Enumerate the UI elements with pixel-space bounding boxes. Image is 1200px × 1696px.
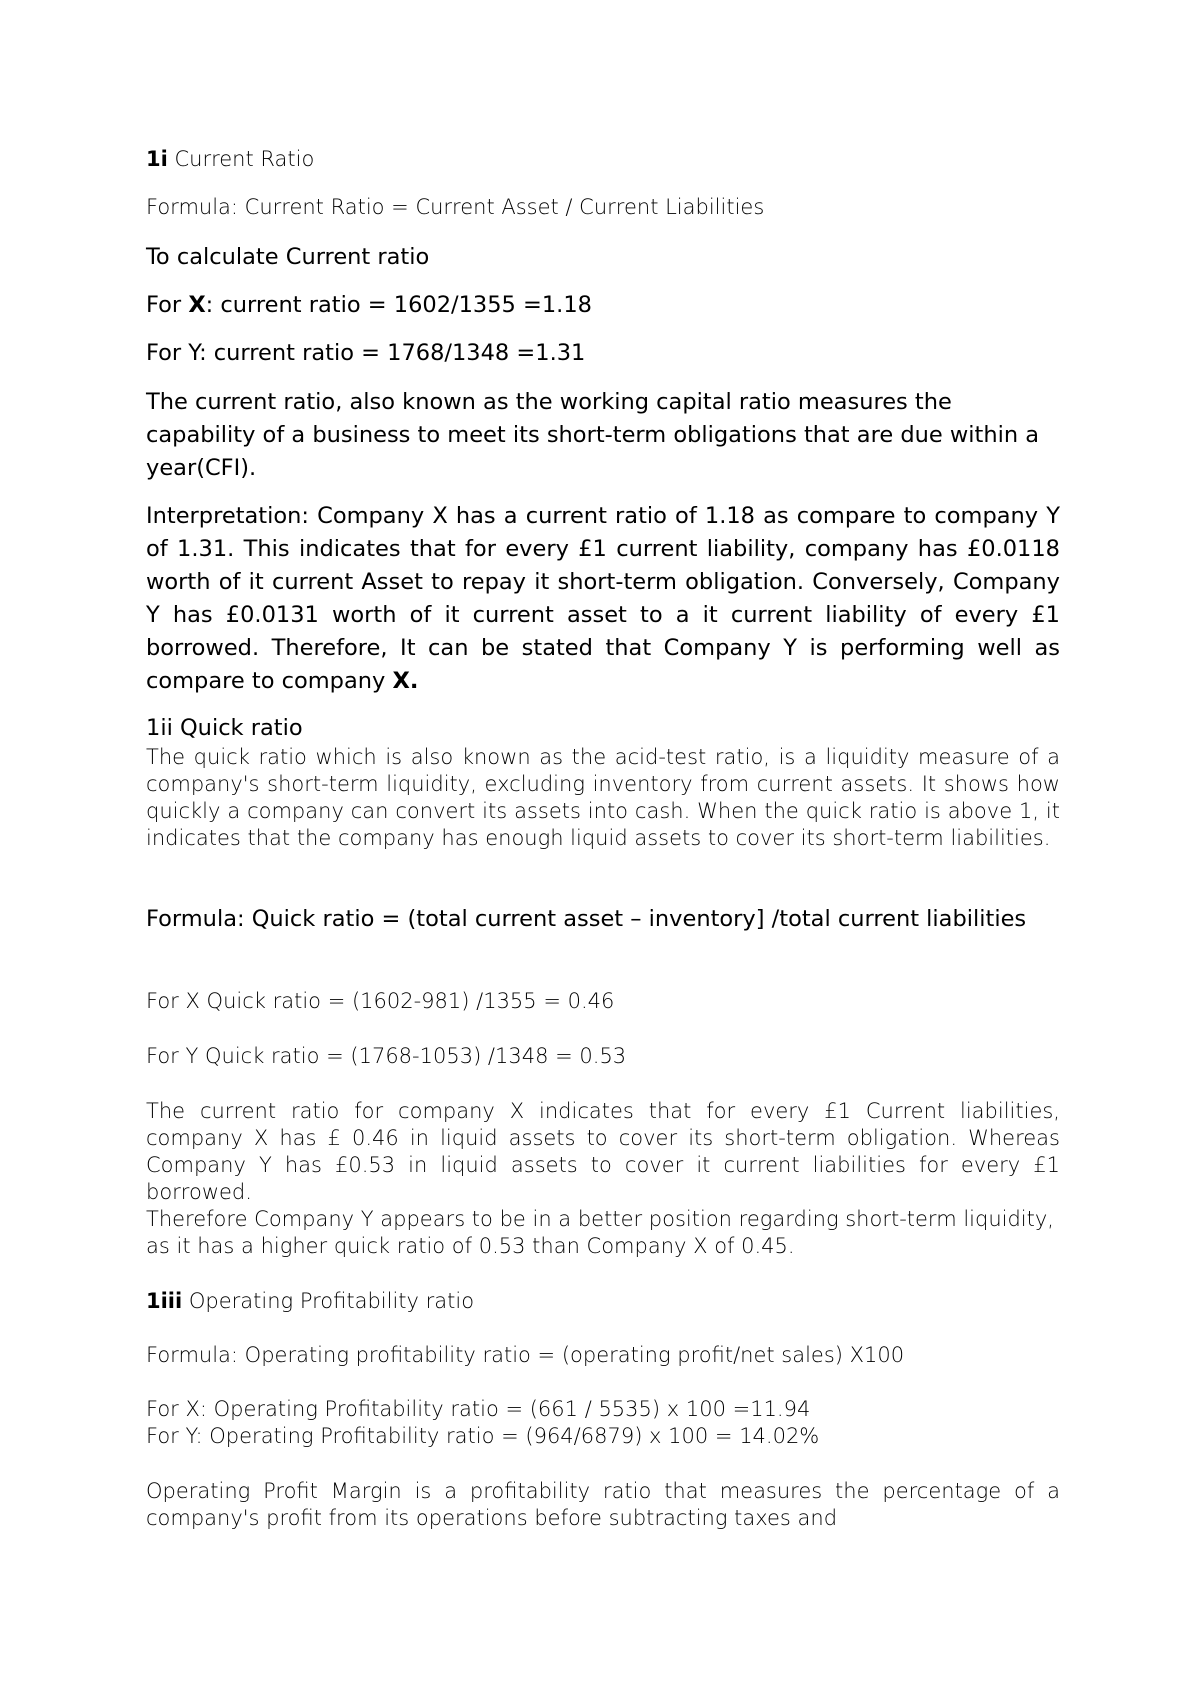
section-1ii-interpretation-1: The current ratio for company X indicates that for every £1 Current liabilities, company X has £ 0.46 in liquid assets to cover its short-term obligation. Whereas Company Y has £0.53 in liquid assets to cover it current liabilities for every £1 borrowed. [146, 1099, 1060, 1204]
section-1i-calc-y: For Y: current ratio = 1768/1348 =1.31 [146, 340, 586, 366]
section-1iii-number: 1iii [146, 1289, 183, 1313]
section-1ii-definition: The quick ratio which is also known as the acid-test ratio, is a liquidity measure of a company's short-term liquidity, excluding inventory from current assets. It shows how quickly a company can convert its assets into cash. When the quick ratio is above 1, it indicates that the company has enough liquid assets to cover its short-term liabilities. [146, 745, 1060, 850]
section-1i-number: 1i [146, 147, 168, 171]
section-1i-heading [146, 146, 1060, 173]
section-1ii-interpretation-2: Therefore Company Y appears to be in a better position regarding short-term liquidity, as it has a higher quick ratio of 0.53 than Company X of 0.45. [146, 1207, 1054, 1258]
section-1i-definition: The current ratio, also known as the working capital ratio measures the capability of a business to meet its short-term obligations that are due within a year(CFI). [146, 389, 1040, 481]
section-1ii-formula: Formula: Quick ratio = (total current asset – inventory] /total current liabilities [146, 906, 1027, 932]
section-1iii-title: Operating Profitability ratio [182, 1289, 475, 1313]
section-1iii-calc-y: For Y: Operating Profitability ratio = (964/6879) x 100 = 14.02% [146, 1424, 820, 1448]
section-1ii-calc-x: For X Quick ratio = (1602-981) /1355 = 0.46 [146, 989, 615, 1013]
section-1i-formula: Formula: Current Ratio = Current Asset / Current Liabilities [146, 195, 765, 219]
section-1i-title: Current Ratio [167, 147, 315, 171]
section-1iii-heading [146, 1288, 1060, 1315]
section-1iii-calc-x: For X: Operating Profitability ratio = (661 / 5535) x 100 =11.94 [146, 1397, 811, 1421]
section-1i-calc-heading: To calculate Current ratio [146, 244, 430, 270]
section-1i-interpretation: Interpretation: Company X has a current ratio of 1.18 as compare to company Y of 1.31. This indicates that for every £1 current liability, company has £0.0118 worth of it current Asset to repay it short-term obligation. Conversely, Company Y has £0.0131 worth of it current asset to a it current liability of every £1 borrowed. Therefore, It can be stated that Company Y is performing well as compare to company X. [146, 503, 1060, 694]
section-1iii-formula: Formula: Operating profitability ratio = (operating profit/net sales) X100 [146, 1343, 905, 1367]
section-1ii-heading: 1ii Quick ratio [146, 715, 303, 741]
section-1ii-calc-y: For Y Quick ratio = (1768-1053) /1348 = 0.53 [146, 1044, 627, 1068]
section-1iii-definition: Operating Profit Margin is a profitability ratio that measures the percentage of a company's profit from its operations before subtracting taxes and [146, 1479, 1060, 1530]
section-1i-calc-x: For X: current ratio = 1602/1355 =1.18 [146, 292, 592, 318]
